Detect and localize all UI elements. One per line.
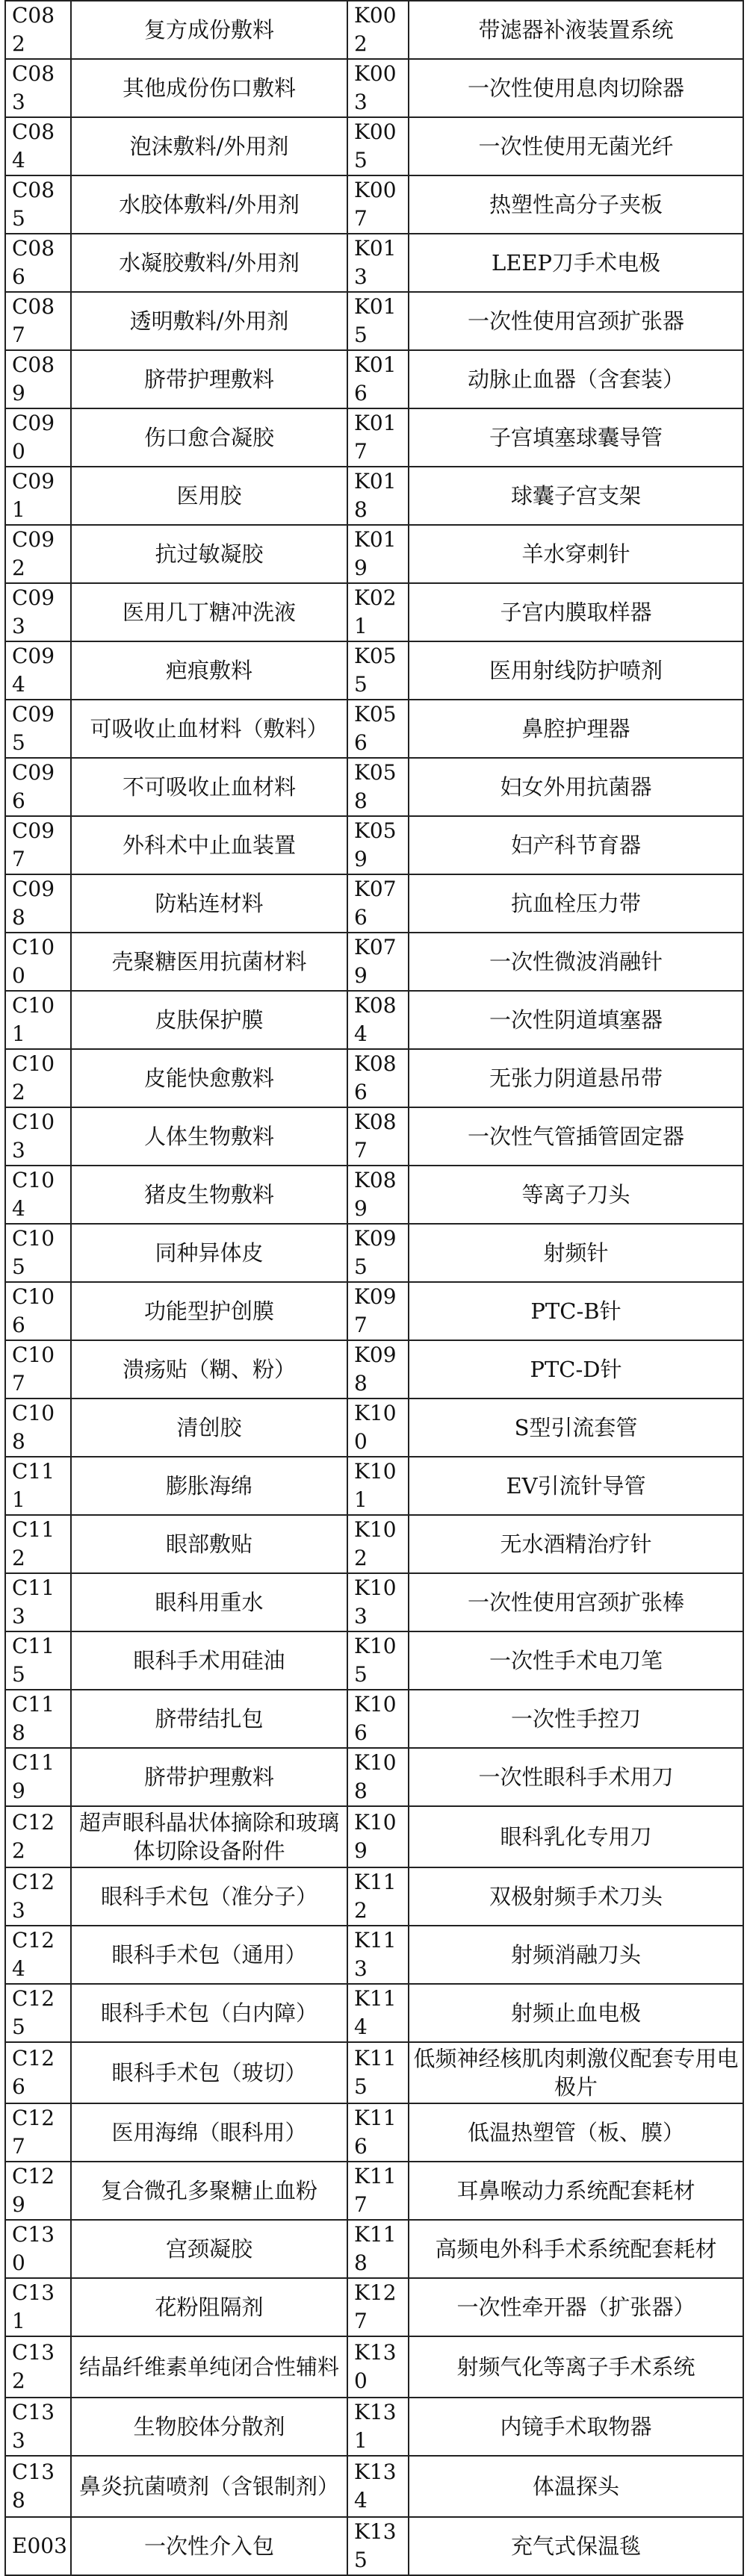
c-code-cell: C123: [5, 1867, 71, 1926]
c-name-cell: 复合微孔多聚糖止血粉: [71, 2162, 347, 2220]
table-row: [5, 408, 743, 467]
k-code-cell: K118: [347, 2220, 409, 2278]
k-name-cell: 充气式保温毯: [409, 2517, 743, 2575]
table-row: [5, 933, 743, 991]
c-name-cell: 眼科手术包（白内障）: [71, 1984, 347, 2042]
k-code-cell: K115: [347, 2042, 409, 2103]
k-code-cell: K101: [347, 1457, 409, 1515]
c-name-cell: 防粘连材料: [71, 874, 347, 933]
table-row: [5, 2162, 743, 2220]
c-name-cell: 超声眼科晶状体摘除和玻璃体切除设备附件: [71, 1806, 347, 1867]
k-name-cell: 一次性阴道填塞器: [409, 991, 743, 1049]
c-name-cell: 人体生物敷料: [71, 1107, 347, 1166]
c-name-cell: 眼科手术包（准分子）: [71, 1867, 347, 1926]
table-row: [5, 1457, 743, 1515]
c-name-cell: 功能型护创膜: [71, 1282, 347, 1340]
k-name-cell: 一次性使用宫颈扩张棒: [409, 1573, 743, 1631]
c-code-cell: C111: [5, 1457, 71, 1515]
table-row: [5, 758, 743, 816]
c-code-cell: C097: [5, 816, 71, 874]
c-code-cell: C113: [5, 1573, 71, 1631]
c-code-cell: C096: [5, 758, 71, 816]
table-row: [5, 1166, 743, 1224]
c-name-cell: 不可吸收止血材料: [71, 758, 347, 816]
table-row: [5, 1515, 743, 1573]
c-code-cell: C138: [5, 2456, 71, 2517]
k-name-cell: S型引流套管: [409, 1399, 743, 1457]
table-row: [5, 1340, 743, 1399]
c-name-cell: 膨胀海绵: [71, 1457, 347, 1515]
k-name-cell: 一次性手控刀: [409, 1690, 743, 1748]
c-code-cell: C119: [5, 1748, 71, 1806]
k-code-cell: K018: [347, 467, 409, 525]
table-row: [5, 1107, 743, 1166]
c-code-cell: C122: [5, 1806, 71, 1867]
table-row: [5, 991, 743, 1049]
c-name-cell: 泡沫敷料/外用剂: [71, 117, 347, 175]
c-name-cell: 皮能快愈敷料: [71, 1049, 347, 1107]
c-name-cell: 脐带护理敷料: [71, 350, 347, 408]
k-code-cell: K127: [347, 2278, 409, 2336]
c-name-cell: 伤口愈合凝胶: [71, 408, 347, 467]
k-code-cell: K021: [347, 583, 409, 641]
k-code-cell: K108: [347, 1748, 409, 1806]
c-name-cell: 复方成份敷料: [71, 1, 347, 59]
c-name-cell: 生物胶体分散剂: [71, 2398, 347, 2456]
c-code-cell: C091: [5, 467, 71, 525]
c-name-cell: 同种异体皮: [71, 1224, 347, 1282]
table-row: [5, 175, 743, 234]
k-code-cell: K135: [347, 2517, 409, 2575]
k-name-cell: 一次性使用无菌光纤: [409, 117, 743, 175]
k-code-cell: K003: [347, 59, 409, 117]
c-name-cell: 溃疡贴（糊、粉）: [71, 1340, 347, 1399]
c-code-cell: C127: [5, 2103, 71, 2162]
k-code-cell: K017: [347, 408, 409, 467]
k-code-cell: K079: [347, 933, 409, 991]
k-name-cell: 妇产科节育器: [409, 816, 743, 874]
table-row: [5, 1399, 743, 1457]
k-name-cell: EV引流针导管: [409, 1457, 743, 1515]
table-row: [5, 2220, 743, 2278]
c-code-cell: C082: [5, 1, 71, 59]
c-code-cell: C086: [5, 234, 71, 292]
k-name-cell: 耳鼻喉动力系统配套耗材: [409, 2162, 743, 2220]
k-code-cell: K113: [347, 1926, 409, 1984]
table-row: [5, 1, 743, 59]
c-code-cell: C125: [5, 1984, 71, 2042]
c-code-cell: C118: [5, 1690, 71, 1748]
c-code-cell: C130: [5, 2220, 71, 2278]
table-row: [5, 59, 743, 117]
k-name-cell: 射频消融刀头: [409, 1926, 743, 1984]
k-name-cell: 体温探头: [409, 2456, 743, 2517]
k-name-cell: 羊水穿刺针: [409, 525, 743, 583]
k-name-cell: 鼻腔护理器: [409, 700, 743, 758]
k-code-cell: K102: [347, 1515, 409, 1573]
c-code-cell: C094: [5, 641, 71, 700]
c-name-cell: 疤痕敷料: [71, 641, 347, 700]
c-name-cell: 脐带结扎包: [71, 1690, 347, 1748]
k-code-cell: K116: [347, 2103, 409, 2162]
k-name-cell: 一次性眼科手术用刀: [409, 1748, 743, 1806]
c-code-cell: C107: [5, 1340, 71, 1399]
table-row: [5, 2042, 743, 2103]
c-code-cell: C115: [5, 1631, 71, 1690]
table-row: [5, 2517, 743, 2575]
k-code-cell: K095: [347, 1224, 409, 1282]
table-row: [5, 2103, 743, 2162]
table-row: [5, 700, 743, 758]
table-row: [5, 1573, 743, 1631]
c-name-cell: 医用几丁糖冲洗液: [71, 583, 347, 641]
c-name-cell: 结晶纤维素单纯闭合性辅料: [71, 2336, 347, 2398]
c-code-cell: C129: [5, 2162, 71, 2220]
k-name-cell: PTC-B针: [409, 1282, 743, 1340]
k-code-cell: K002: [347, 1, 409, 59]
c-code-cell: C103: [5, 1107, 71, 1166]
c-code-cell: C083: [5, 59, 71, 117]
k-name-cell: 射频针: [409, 1224, 743, 1282]
c-code-cell: C104: [5, 1166, 71, 1224]
table-row: [5, 1690, 743, 1748]
c-name-cell: 眼科用重水: [71, 1573, 347, 1631]
k-code-cell: K015: [347, 292, 409, 350]
k-code-cell: K131: [347, 2398, 409, 2456]
k-name-cell: 高频电外科手术系统配套耗材: [409, 2220, 743, 2278]
c-code-cell: C133: [5, 2398, 71, 2456]
k-code-cell: K076: [347, 874, 409, 933]
c-name-cell: 抗过敏凝胶: [71, 525, 347, 583]
k-code-cell: K007: [347, 175, 409, 234]
c-name-cell: 鼻炎抗菌喷剂（含银制剂）: [71, 2456, 347, 2517]
table-row: [5, 641, 743, 700]
c-name-cell: 外科术中止血装置: [71, 816, 347, 874]
k-name-cell: 子宫内膜取样器: [409, 583, 743, 641]
k-name-cell: 抗血栓压力带: [409, 874, 743, 933]
k-name-cell: 子宫填塞球囊导管: [409, 408, 743, 467]
table-row: [5, 350, 743, 408]
c-name-cell: 医用海绵（眼科用）: [71, 2103, 347, 2162]
k-code-cell: K013: [347, 234, 409, 292]
c-code-cell: C102: [5, 1049, 71, 1107]
table-row: [5, 1224, 743, 1282]
table-row: [5, 1748, 743, 1806]
table-row: [5, 2336, 743, 2398]
table-body: [5, 1, 743, 2575]
c-name-cell: 透明敷料/外用剂: [71, 292, 347, 350]
k-code-cell: K130: [347, 2336, 409, 2398]
c-name-cell: 清创胶: [71, 1399, 347, 1457]
c-code-cell: C132: [5, 2336, 71, 2398]
c-name-cell: 花粉阻隔剂: [71, 2278, 347, 2336]
c-name-cell: 其他成份伤口敷料: [71, 59, 347, 117]
k-code-cell: K055: [347, 641, 409, 700]
k-name-cell: 双极射频手术刀头: [409, 1867, 743, 1926]
k-name-cell: 射频止血电极: [409, 1984, 743, 2042]
table-row: [5, 525, 743, 583]
k-code-cell: K005: [347, 117, 409, 175]
c-code-cell: C090: [5, 408, 71, 467]
c-code-cell: C089: [5, 350, 71, 408]
k-name-cell: 无水酒精治疗针: [409, 1515, 743, 1573]
k-code-cell: K100: [347, 1399, 409, 1457]
k-code-cell: K058: [347, 758, 409, 816]
c-code-cell: C084: [5, 117, 71, 175]
k-name-cell: 射频气化等离子手术系统: [409, 2336, 743, 2398]
k-name-cell: 一次性使用息肉切除器: [409, 59, 743, 117]
c-code-cell: C124: [5, 1926, 71, 1984]
c-name-cell: 猪皮生物敷料: [71, 1166, 347, 1224]
k-code-cell: K087: [347, 1107, 409, 1166]
k-name-cell: 无张力阴道悬吊带: [409, 1049, 743, 1107]
k-code-cell: K103: [347, 1573, 409, 1631]
k-name-cell: 等离子刀头: [409, 1166, 743, 1224]
k-code-cell: K098: [347, 1340, 409, 1399]
table-row: [5, 1984, 743, 2042]
c-name-cell: 眼科手术用硅油: [71, 1631, 347, 1690]
table-row: [5, 1631, 743, 1690]
k-name-cell: LEEP刀手术电极: [409, 234, 743, 292]
c-name-cell: 水胶体敷料/外用剂: [71, 175, 347, 234]
table-row: [5, 1049, 743, 1107]
c-name-cell: 医用胶: [71, 467, 347, 525]
k-name-cell: 一次性微波消融针: [409, 933, 743, 991]
c-name-cell: 宫颈凝胶: [71, 2220, 347, 2278]
k-code-cell: K089: [347, 1166, 409, 1224]
c-code-cell: C126: [5, 2042, 71, 2103]
k-name-cell: 球囊子宫支架: [409, 467, 743, 525]
k-code-cell: K084: [347, 991, 409, 1049]
c-code-cell: C105: [5, 1224, 71, 1282]
c-code-cell: C112: [5, 1515, 71, 1573]
k-name-cell: 医用射线防护喷剂: [409, 641, 743, 700]
k-name-cell: 一次性使用宫颈扩张器: [409, 292, 743, 350]
k-code-cell: K086: [347, 1049, 409, 1107]
k-name-cell: 内镜手术取物器: [409, 2398, 743, 2456]
table-row: [5, 2398, 743, 2456]
k-code-cell: K059: [347, 816, 409, 874]
table-row: [5, 583, 743, 641]
consumables-code-table: [4, 0, 744, 2576]
k-code-cell: K134: [347, 2456, 409, 2517]
k-code-cell: K106: [347, 1690, 409, 1748]
table-row: [5, 1926, 743, 1984]
table-row: [5, 816, 743, 874]
k-name-cell: 妇女外用抗菌器: [409, 758, 743, 816]
c-name-cell: 眼科手术包（玻切）: [71, 2042, 347, 2103]
k-name-cell: 带滤器补液装置系统: [409, 1, 743, 59]
k-name-cell: 一次性气管插管固定器: [409, 1107, 743, 1166]
k-code-cell: K112: [347, 1867, 409, 1926]
k-name-cell: PTC-D针: [409, 1340, 743, 1399]
table-row: [5, 234, 743, 292]
k-code-cell: K016: [347, 350, 409, 408]
k-code-cell: K056: [347, 700, 409, 758]
table-row: [5, 874, 743, 933]
k-code-cell: K117: [347, 2162, 409, 2220]
table-row: [5, 467, 743, 525]
c-code-cell: C100: [5, 933, 71, 991]
k-code-cell: K109: [347, 1806, 409, 1867]
k-code-cell: K114: [347, 1984, 409, 2042]
c-code-cell: C087: [5, 292, 71, 350]
c-name-cell: 脐带护理敷料: [71, 1748, 347, 1806]
c-code-cell: C085: [5, 175, 71, 234]
c-code-cell: C092: [5, 525, 71, 583]
c-code-cell: C101: [5, 991, 71, 1049]
c-name-cell: 眼部敷贴: [71, 1515, 347, 1573]
k-name-cell: 一次性牵开器（扩张器）: [409, 2278, 743, 2336]
table-row: [5, 1806, 743, 1867]
c-name-cell: 壳聚糖医用抗菌材料: [71, 933, 347, 991]
table-row: [5, 2278, 743, 2336]
table-row: [5, 1867, 743, 1926]
k-name-cell: 低频神经核肌肉刺激仪配套专用电极片: [409, 2042, 743, 2103]
c-name-cell: 一次性介入包: [71, 2517, 347, 2575]
k-name-cell: 眼科乳化专用刀: [409, 1806, 743, 1867]
c-name-cell: 可吸收止血材料（敷料）: [71, 700, 347, 758]
k-name-cell: 低温热塑管（板、膜）: [409, 2103, 743, 2162]
table-row: [5, 117, 743, 175]
k-name-cell: 一次性手术电刀笔: [409, 1631, 743, 1690]
k-code-cell: K105: [347, 1631, 409, 1690]
k-name-cell: 动脉止血器（含套装）: [409, 350, 743, 408]
c-name-cell: 皮肤保护膜: [71, 991, 347, 1049]
c-code-cell: E003: [5, 2517, 71, 2575]
c-code-cell: C131: [5, 2278, 71, 2336]
c-code-cell: C095: [5, 700, 71, 758]
c-name-cell: 水凝胶敷料/外用剂: [71, 234, 347, 292]
k-code-cell: K019: [347, 525, 409, 583]
c-code-cell: C108: [5, 1399, 71, 1457]
k-code-cell: K097: [347, 1282, 409, 1340]
c-code-cell: C093: [5, 583, 71, 641]
table-row: [5, 2456, 743, 2517]
table-row: [5, 292, 743, 350]
c-code-cell: C098: [5, 874, 71, 933]
k-name-cell: 热塑性高分子夹板: [409, 175, 743, 234]
table-row: [5, 1282, 743, 1340]
c-name-cell: 眼科手术包（通用）: [71, 1926, 347, 1984]
c-code-cell: C106: [5, 1282, 71, 1340]
